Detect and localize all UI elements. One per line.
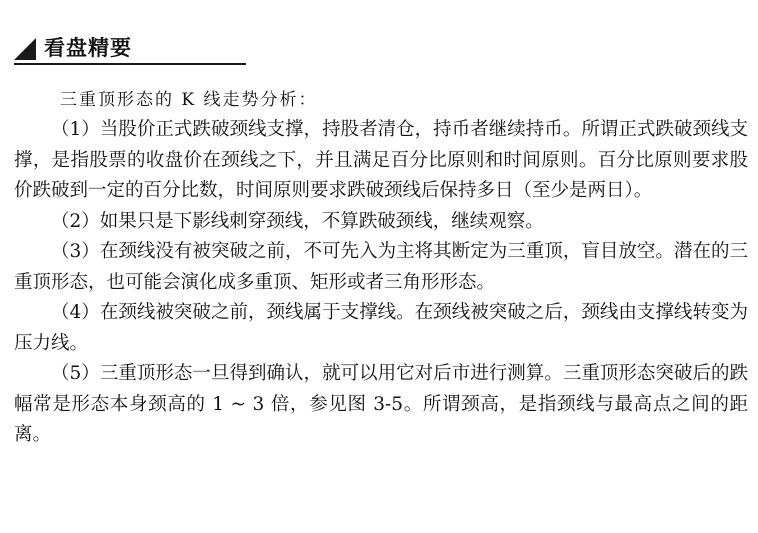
triangle-marker-icon xyxy=(14,38,36,60)
paragraph-3: （3）在颈线没有被突破之前，不可先入为主将其断定为三重顶，盲目放空。潜在的三重顶形态，也可能会演化成多重顶、矩形或者三角形形态。 xyxy=(14,241,748,293)
intro-line: 三重顶形态的 K 线走势分析： xyxy=(60,90,318,110)
header-underline xyxy=(14,63,246,65)
body-text xyxy=(14,115,748,451)
section-title: 看盘精要 xyxy=(44,36,132,60)
section-header xyxy=(14,34,246,64)
paragraph-1: （1）当股价正式跌破颈线支撑，持股者清仓，持币者继续持币。所谓正式跌破颈线支撑，是指股票的收盘价在颈线之下，并且满足百分比原则和时间原则。百分比原则要求股价跌破到一定的百分比数，时间原则要求跌破颈线后保持多日（至少是两日）。 xyxy=(14,119,748,201)
paragraph-2: （2）如果只是下影线刺穿颈线，不算跌破颈线，继续观察。 xyxy=(51,210,544,232)
paragraph-4: （4）在颈线被突破之前，颈线属于支撑线。在颈线被突破之后，颈线由支撑线转变为压力线。 xyxy=(14,302,748,354)
paragraph-5: （5）三重顶形态一旦得到确认，就可以用它对后市进行测算。三重顶形态突破后的跌幅常是形态本身颈高的 1 ~ 3 倍，参见图 3-5。所谓颈高，是指颈线与最高点之间的距离。 xyxy=(14,363,748,445)
